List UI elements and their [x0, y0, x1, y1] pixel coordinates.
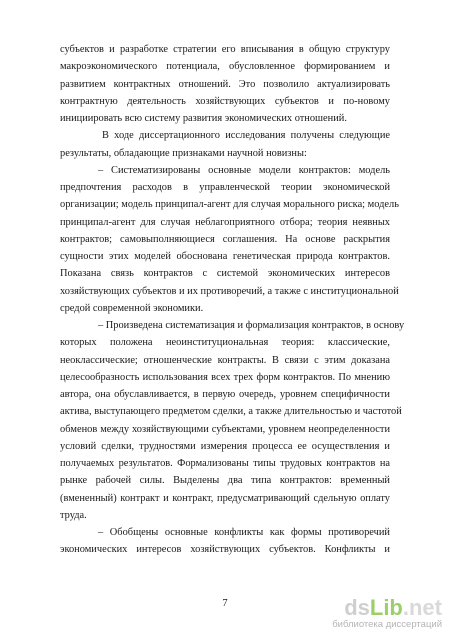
text-line: экономических интересов хозяйствующих субъектов. Конфликты и: [60, 544, 390, 556]
text-line: В ходе диссертационного исследования получены следующие: [102, 130, 390, 142]
text-line: результаты, обладающие признаками научной новизны:: [60, 147, 307, 159]
page-number: 7: [222, 598, 228, 609]
text-line: контрактную деятельность хозяйствующих субъектов и по-новому: [60, 95, 390, 107]
text-line: получаемых результатов. Формализованы типы трудовых контрактов на: [60, 458, 390, 469]
text-line: актива, выступающего предметом сделки, а также длительностью и частотой: [60, 406, 402, 418]
text-line: сущности этих моделей обоснована генетическая природа контрактов.: [60, 251, 390, 262]
text-line: субъектов и разработке стратегии его вписывания в общую структуру: [60, 44, 390, 55]
text-line: хозяйствующих субъектов и их противоречий, а также с институциональной: [60, 285, 399, 297]
text-line: предпочтения расходов в управленческой теории экономической: [60, 182, 390, 193]
text-line: макроэкономического потенциала, обусловленное формированием и: [60, 61, 390, 73]
text-line: развитием контрактных отношений. Это позволило актуализировать: [60, 78, 390, 90]
dslib-watermark: [302, 597, 442, 631]
dslib-logo: dsLib.net: [344, 595, 442, 620]
text-line: принципал-агент для случая неблагоприятного отбора; теория неявных: [60, 216, 390, 228]
text-line: контрактов; самовыполняющиеся соглашения. На основе раскрытия: [60, 233, 390, 245]
text-line: организации; модель принципал-агент для случая морального риска; модель: [60, 199, 399, 211]
text-line: – Произведена систематизация и формализация контрактов, в основу: [98, 320, 405, 331]
text-line: обменов между хозяйствующими субъектами, уровнем неопределенности: [60, 423, 390, 435]
text-line: (вмененный) контракт и контракт, предусматривающий сдельную оплату: [60, 492, 390, 504]
text-line: целесообразность использования всех трех форм контрактов. По мнению: [60, 371, 390, 383]
text-line: неоклассические; отношенческие контракты. В связи с этим доказана: [60, 354, 390, 366]
text-line: инициировать всю систему развития экономических отношений.: [60, 113, 347, 124]
body-text: [60, 41, 405, 559]
text-line: рынке рабочей силы. Выделены два типа контрактов: временный: [60, 475, 390, 487]
watermark-tagline: библиотека диссертаций: [332, 619, 442, 630]
text-line: которых положена неоинституциональная теория: классические,: [60, 337, 390, 349]
text-line: автора, она обуславливается, в первую очередь, уровнем специфичности: [60, 389, 390, 400]
text-line: условий сделки, трудностями измерения процесса ее осуществления и: [60, 440, 390, 452]
text-line: – Систематизированы основные модели контрактов: модель: [98, 164, 390, 176]
text-line: Показана связь контрактов с системой экономических интересов: [60, 268, 390, 280]
text-line: средой современной экономики.: [60, 302, 204, 314]
text-line: труда.: [60, 509, 87, 521]
text-line: – Обобщены основные конфликты как формы противоречий: [98, 527, 390, 538]
